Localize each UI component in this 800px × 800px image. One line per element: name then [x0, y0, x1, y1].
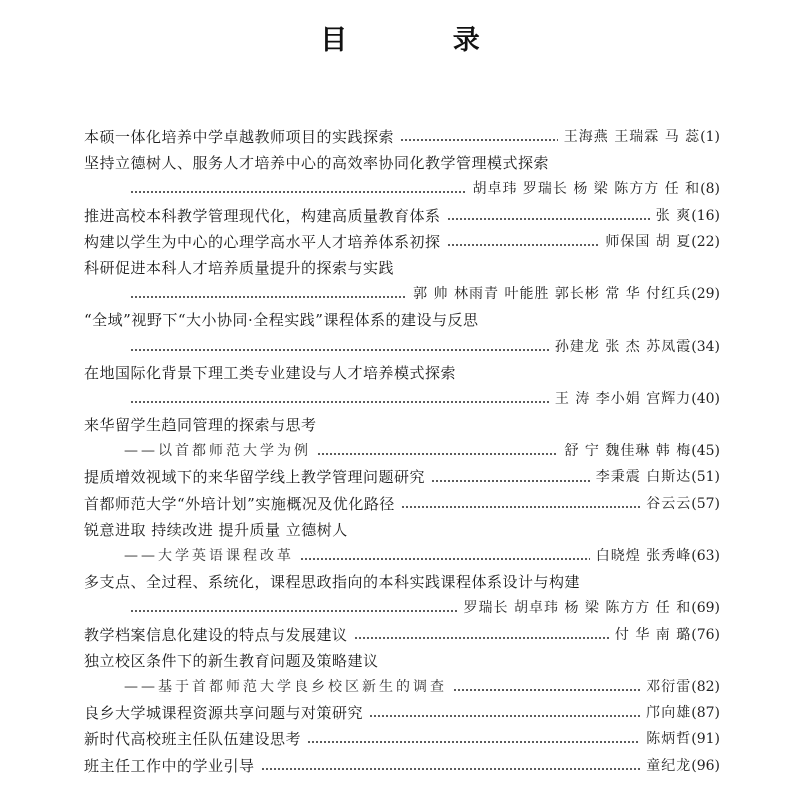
leader-dots: [130, 610, 458, 612]
entry-authors: 李秉震 白斯达: [595, 469, 692, 486]
toc-entry[interactable]: [84, 726, 720, 752]
entry-page: (8): [700, 181, 720, 198]
toc-entry-continuation: [84, 281, 720, 307]
entry-authors: 童纪龙: [646, 757, 692, 774]
entry-title: 首都师范大学“外培计划”实施概况及优化路径: [84, 494, 395, 513]
entry-title: 新时代高校班主任队伍建设思考: [84, 730, 302, 749]
entry-title: “全域”视野下“大小协同·全程实践”课程体系的建设与反思: [84, 311, 479, 330]
leader-dots: [431, 480, 590, 482]
entry-page: (63): [691, 548, 720, 564]
entry-authors: 张 爽: [655, 207, 692, 224]
entry-title: 来华留学生趋同管理的探索与思考: [84, 416, 317, 435]
entry-page: (16): [691, 207, 720, 224]
entry-page: (34): [691, 338, 720, 355]
entry-subtitle: ——大学英语课程改革: [124, 548, 294, 564]
entry-page: (29): [691, 286, 720, 303]
toc-entry-continuation: [84, 176, 720, 202]
entry-authors: 付 华 南 璐: [614, 626, 692, 643]
toc-entry[interactable]: [84, 124, 720, 150]
leader-dots: [447, 244, 600, 246]
entry-page: (45): [691, 443, 720, 460]
toc-entry-continuation: [84, 543, 720, 569]
toc-entry[interactable]: [84, 150, 720, 176]
toc-entry-continuation: [84, 386, 720, 412]
entry-page: (40): [691, 390, 720, 407]
entry-title: 锐意进取 持续改进 提升质量 立德树人: [84, 520, 348, 539]
toc-entry[interactable]: [84, 517, 720, 543]
page-title: 目 录: [320, 25, 528, 56]
toc-entry-continuation: [84, 595, 720, 621]
toc-entry[interactable]: [84, 307, 720, 333]
toc-entry[interactable]: [84, 360, 720, 386]
entry-title: 在地国际化背景下理工类专业建设与人才培养模式探索: [84, 363, 457, 382]
entry-title: 构建以学生为中心的心理学高水平人才培养体系初探: [84, 232, 441, 251]
leader-dots: [453, 689, 640, 691]
entry-page: (51): [691, 469, 720, 486]
entry-title: 提质增效视域下的来华留学线上教学管理问题研究: [84, 468, 426, 487]
entry-authors: 陈炳哲: [646, 731, 692, 748]
toc-entry[interactable]: [84, 255, 720, 281]
entry-authors: 师保国 胡 夏: [605, 233, 692, 250]
toc-entry[interactable]: [84, 203, 720, 229]
leader-dots: [300, 558, 590, 560]
entry-title: 教学档案信息化建设的特点与发展建议: [84, 625, 348, 644]
toc-entry[interactable]: [84, 464, 720, 490]
entry-authors: 舒 宁 魏佳琳 韩 梅: [564, 443, 692, 460]
table-of-contents: [84, 124, 720, 779]
entry-title: 本硕一体化培养中学卓越教师项目的实践探索: [84, 128, 395, 146]
entry-authors: 邓衍雷: [646, 678, 692, 695]
toc-entry-continuation: [84, 674, 720, 700]
entry-subtitle: ——以首都师范大学为例: [124, 443, 311, 460]
entry-authors: 胡卓玮 罗瑞长 杨 梁 陈方方 任 和: [472, 181, 701, 198]
entry-subtitle: ——基于首都师范大学良乡校区新生的调查: [124, 678, 447, 695]
toc-entry[interactable]: [84, 569, 720, 595]
entry-page: (76): [691, 626, 720, 643]
leader-dots: [369, 715, 640, 717]
entry-page: (57): [691, 495, 720, 512]
entry-page: (91): [691, 731, 720, 748]
toc-entry[interactable]: [84, 412, 720, 438]
entry-authors: 孙建龙 张 杰 苏凤霞: [554, 338, 692, 355]
toc-entry-continuation: [84, 334, 720, 360]
entry-title: 多支点、全过程、系统化，课程思政指向的本科实践课程体系设计与构建: [84, 573, 581, 592]
toc-entry[interactable]: [84, 229, 720, 255]
entry-authors: 谷云云: [646, 495, 692, 512]
entry-page: (1): [700, 129, 720, 145]
entry-authors: 白晓煌 张秀峰: [595, 548, 692, 564]
entry-authors: 郭 帅 林雨青 叶能胜 郭长彬 常 华 付红兵: [413, 286, 692, 303]
entry-title: 班主任工作中的学业引导: [84, 756, 255, 775]
leader-dots: [307, 741, 640, 743]
leader-dots: [400, 139, 558, 141]
entry-page: (22): [691, 233, 720, 250]
entry-authors: 罗瑞长 胡卓玮 杨 梁 陈方方 任 和: [463, 600, 692, 617]
leader-dots: [447, 218, 650, 220]
entry-page: (69): [691, 600, 720, 617]
toc-entry[interactable]: [84, 700, 720, 726]
entry-authors: 王 涛 李小娟 宫辉力: [554, 390, 692, 407]
leader-dots: [130, 349, 549, 351]
leader-dots: [130, 401, 549, 403]
entry-authors: 王海燕 王瑞霖 马 蕊: [563, 129, 701, 145]
toc-entry[interactable]: [84, 491, 720, 517]
entry-title: 科研促进本科人才培养质量提升的探索与实践: [84, 258, 395, 277]
entry-title: 良乡大学城课程资源共享问题与对策研究: [84, 704, 364, 723]
leader-dots: [261, 768, 641, 770]
toc-entry[interactable]: [84, 622, 720, 648]
leader-dots: [130, 296, 407, 298]
leader-dots: [401, 506, 640, 508]
entry-authors: 邝向雄: [646, 705, 692, 722]
entry-title: 独立校区条件下的新生教育问题及策略建议: [84, 651, 379, 670]
entry-page: (96): [691, 757, 720, 774]
entry-page: (87): [691, 705, 720, 722]
entry-page: (82): [691, 678, 720, 695]
toc-entry[interactable]: [84, 648, 720, 674]
entry-title: 坚持立德树人、服务人才培养中心的高效率协同化教学管理模式探索: [84, 154, 550, 173]
leader-dots: [354, 637, 609, 639]
toc-entry[interactable]: [84, 753, 720, 779]
leader-dots: [317, 453, 558, 455]
leader-dots: [130, 191, 466, 193]
toc-entry-continuation: [84, 438, 720, 464]
entry-title: 推进高校本科教学管理现代化，构建高质量教育体系: [84, 206, 441, 225]
